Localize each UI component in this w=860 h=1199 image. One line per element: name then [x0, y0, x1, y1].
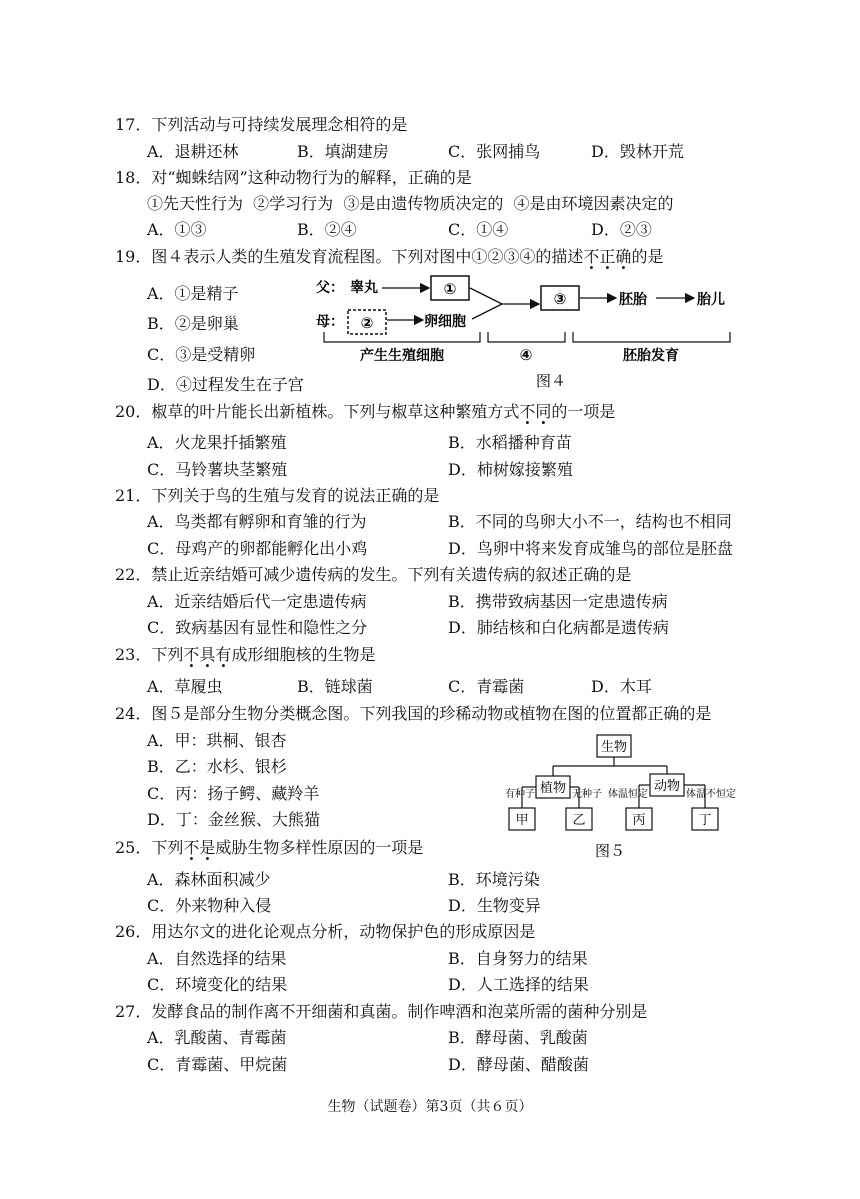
question-text: 图５是部分生物分类概念图。下列我国的珍稀动物或植物在图的位置都正确的是 — [151, 704, 712, 723]
option-17-c: C．张网捕鸟 — [448, 142, 541, 161]
emphasis-char: 不 — [183, 838, 200, 857]
edge-label-const: 体温恒定 — [608, 789, 648, 800]
brace-label-embryo-dev: 胚胎发育 — [623, 348, 679, 364]
option-23-b: B．链球菌 — [297, 677, 373, 696]
question-19-stem — [115, 245, 663, 269]
option-22-a: A．近亲结婚后代一定患遗传病 — [147, 592, 367, 611]
option-25-c: C．外来物种入侵 — [147, 896, 272, 915]
option-22-d: D．肺结核和白化病都是遗传病 — [448, 618, 669, 637]
option-25-b: B．环境污染 — [448, 870, 540, 889]
option-18-b: B．②④ — [297, 220, 357, 239]
question-text: 下列 — [151, 838, 184, 857]
emphasis-char: 确 — [615, 247, 632, 266]
question-25-stem — [115, 836, 423, 860]
option-21-d: D．鸟卵中将来发育成雏鸟的部位是胚盘 — [448, 539, 733, 558]
question-number: 26． — [115, 922, 152, 941]
father-label: 父： — [316, 280, 344, 296]
option-27-c: C．青霉菌、甲烷菌 — [147, 1055, 288, 1074]
option-22-c: C．致病基因有显性和隐性之分 — [147, 618, 368, 637]
question-text: 的一项是 — [551, 402, 616, 421]
figure-5-caption: 图５ — [594, 842, 626, 860]
node-jia-label: 甲 — [515, 813, 529, 828]
question-text: 对“蜘蛛结网”这种动物行为的解释，正确的是 — [151, 168, 472, 187]
fetus-label: 胎儿 — [697, 292, 725, 308]
question-17-stem — [115, 113, 407, 137]
question-text: 椒草的叶片能长出新植株。下列与椒草这种繁殖方式 — [151, 402, 520, 421]
figure-4-reproduction-flow — [310, 272, 750, 392]
option-19-b: B．②是卵巢 — [147, 314, 239, 333]
question-number: 24． — [115, 704, 152, 723]
question-21-stem — [115, 484, 439, 508]
option-26-a: A．自然选择的结果 — [147, 949, 287, 968]
emphasis-char: 具 — [199, 645, 216, 664]
question-18-stem — [115, 166, 472, 190]
option-17-a: A．退耕还林 — [147, 142, 239, 161]
figure-4-caption: 图４ — [535, 372, 567, 390]
option-20-b: B．水稻播种育苗 — [448, 433, 572, 452]
option-27-d: D．酵母菌、醋酸菌 — [448, 1055, 589, 1074]
brace-label-germ-cells: 产生生殖细胞 — [360, 348, 444, 364]
node-animal-label: 动物 — [653, 779, 681, 794]
option-17-d: D．毁林开荒 — [591, 142, 684, 161]
brace-label-4: ④ — [519, 346, 533, 364]
question-number: 19． — [115, 247, 152, 266]
option-24-d: D．丁：金丝猴、大熊猫 — [147, 810, 320, 829]
option-27-b: B．酵母菌、乳酸菌 — [448, 1028, 588, 1047]
testis-label: 睾丸 — [350, 280, 378, 296]
box-2-label: ② — [360, 314, 374, 332]
node-bing-label: 丙 — [632, 813, 646, 828]
question-text: 成形细胞核的生物是 — [231, 645, 376, 664]
figure-5-classification-tree — [500, 730, 750, 862]
question-27-stem — [115, 1000, 647, 1024]
embryo-label: 胚胎 — [619, 292, 647, 308]
question-text: 用达尔文的进化论观点分析，动物保护色的形成原因是 — [151, 922, 536, 941]
edge-label-seed: 有种子 — [505, 789, 535, 800]
node-ding-label: 丁 — [698, 813, 712, 828]
question-number: 17． — [115, 115, 152, 134]
emphasis-char: 不 — [519, 402, 536, 421]
option-18-a: A．①③ — [147, 220, 207, 239]
page-footer: 生物（试题卷）第3页（共６页） — [327, 1099, 533, 1115]
question-26-stem — [115, 920, 535, 944]
option-23-c: C．青霉菌 — [448, 677, 525, 696]
option-27-a: A．乳酸菌、青霉菌 — [147, 1028, 287, 1047]
emphasis-char: 不 — [583, 247, 600, 266]
question-text: 下列关于鸟的生殖与发育的说法正确的是 — [151, 486, 440, 505]
option-20-d: D．柿树嫁接繁殖 — [448, 460, 573, 479]
option-17-b: B．填湖建房 — [297, 142, 389, 161]
question-number: 18． — [115, 168, 152, 187]
question-number: 20． — [115, 402, 152, 421]
question-number: 27． — [115, 1002, 152, 1021]
option-20-c: C．马铃薯块茎繁殖 — [147, 460, 288, 479]
question-number: 25． — [115, 838, 152, 857]
option-25-d: D．生物变异 — [448, 896, 541, 915]
node-plant-label: 植物 — [539, 781, 567, 796]
question-number: 22． — [115, 565, 152, 584]
question-18-statements: ①先天性行为 ②学习行为 ③是由遗传物质决定的 ④是由环境因素决定的 — [147, 194, 674, 213]
option-24-b: B．乙：水杉、银杉 — [147, 757, 287, 776]
question-number: 21． — [115, 486, 152, 505]
option-26-b: B．自身努力的结果 — [448, 949, 588, 968]
emphasis-char: 是 — [199, 838, 216, 857]
option-22-b: B．携带致病基因一定患遗传病 — [448, 592, 668, 611]
option-26-c: C．环境变化的结果 — [147, 975, 288, 994]
question-23-stem — [115, 643, 375, 667]
edge-label-nonconst: 体温不恒定 — [686, 789, 736, 800]
question-number: 23． — [115, 645, 152, 664]
option-23-a: A．草履虫 — [147, 677, 223, 696]
edge-label-noseed: 无种子 — [572, 789, 602, 800]
option-24-a: A．甲：珙桐、银杏 — [147, 731, 287, 750]
question-text: 图４表示人类的生殖发育流程图。下列对图中①②③④的描述 — [151, 247, 584, 266]
emphasis-char: 有 — [215, 645, 232, 664]
option-26-d: D．人工选择的结果 — [448, 975, 589, 994]
option-19-a: A．①是精子 — [147, 284, 239, 303]
emphasis-char: 正 — [599, 247, 616, 266]
question-text: 下列活动与可持续发展理念相符的是 — [151, 115, 408, 134]
option-25-a: A．森林面积减少 — [147, 870, 271, 889]
option-19-c: C．③是受精卵 — [147, 345, 256, 364]
box-1-label: ① — [443, 280, 457, 298]
option-21-a: A．鸟类都有孵卵和育雏的行为 — [147, 512, 367, 531]
question-text: 发酵食品的制作离不开细菌和真菌。制作啤酒和泡菜所需的菌种分别是 — [151, 1002, 648, 1021]
question-text: 下列 — [151, 645, 184, 664]
question-24-stem — [115, 702, 711, 726]
emphasis-char: 不 — [183, 645, 200, 664]
question-text: 的是 — [631, 247, 664, 266]
box-3-label: ③ — [553, 290, 567, 308]
option-23-d: D．木耳 — [591, 677, 652, 696]
question-20-stem — [115, 400, 615, 424]
option-21-b: B．不同的鸟卵大小不一，结构也不相同 — [448, 512, 732, 531]
option-19-d: D．④过程发生在子宫 — [147, 375, 304, 394]
question-text: 禁止近亲结婚可减少遗传病的发生。下列有关遗传病的叙述正确的是 — [151, 565, 632, 584]
mother-label: 母： — [316, 314, 344, 330]
option-18-c: C．①④ — [448, 220, 509, 239]
node-root-label: 生物 — [600, 740, 628, 755]
option-24-c: C．丙：扬子鳄、藏羚羊 — [147, 784, 320, 803]
option-18-d: D．②③ — [591, 220, 652, 239]
egg-label: 卵细胞 — [424, 314, 466, 330]
emphasis-char: 同 — [535, 402, 552, 421]
node-yi-label: 乙 — [572, 813, 586, 828]
option-21-c: C．母鸡产的卵都能孵化出小鸡 — [147, 539, 368, 558]
question-text: 威胁生物多样性原因的一项是 — [215, 838, 424, 857]
option-20-a: A．火龙果扦插繁殖 — [147, 433, 287, 452]
question-22-stem — [115, 563, 631, 587]
